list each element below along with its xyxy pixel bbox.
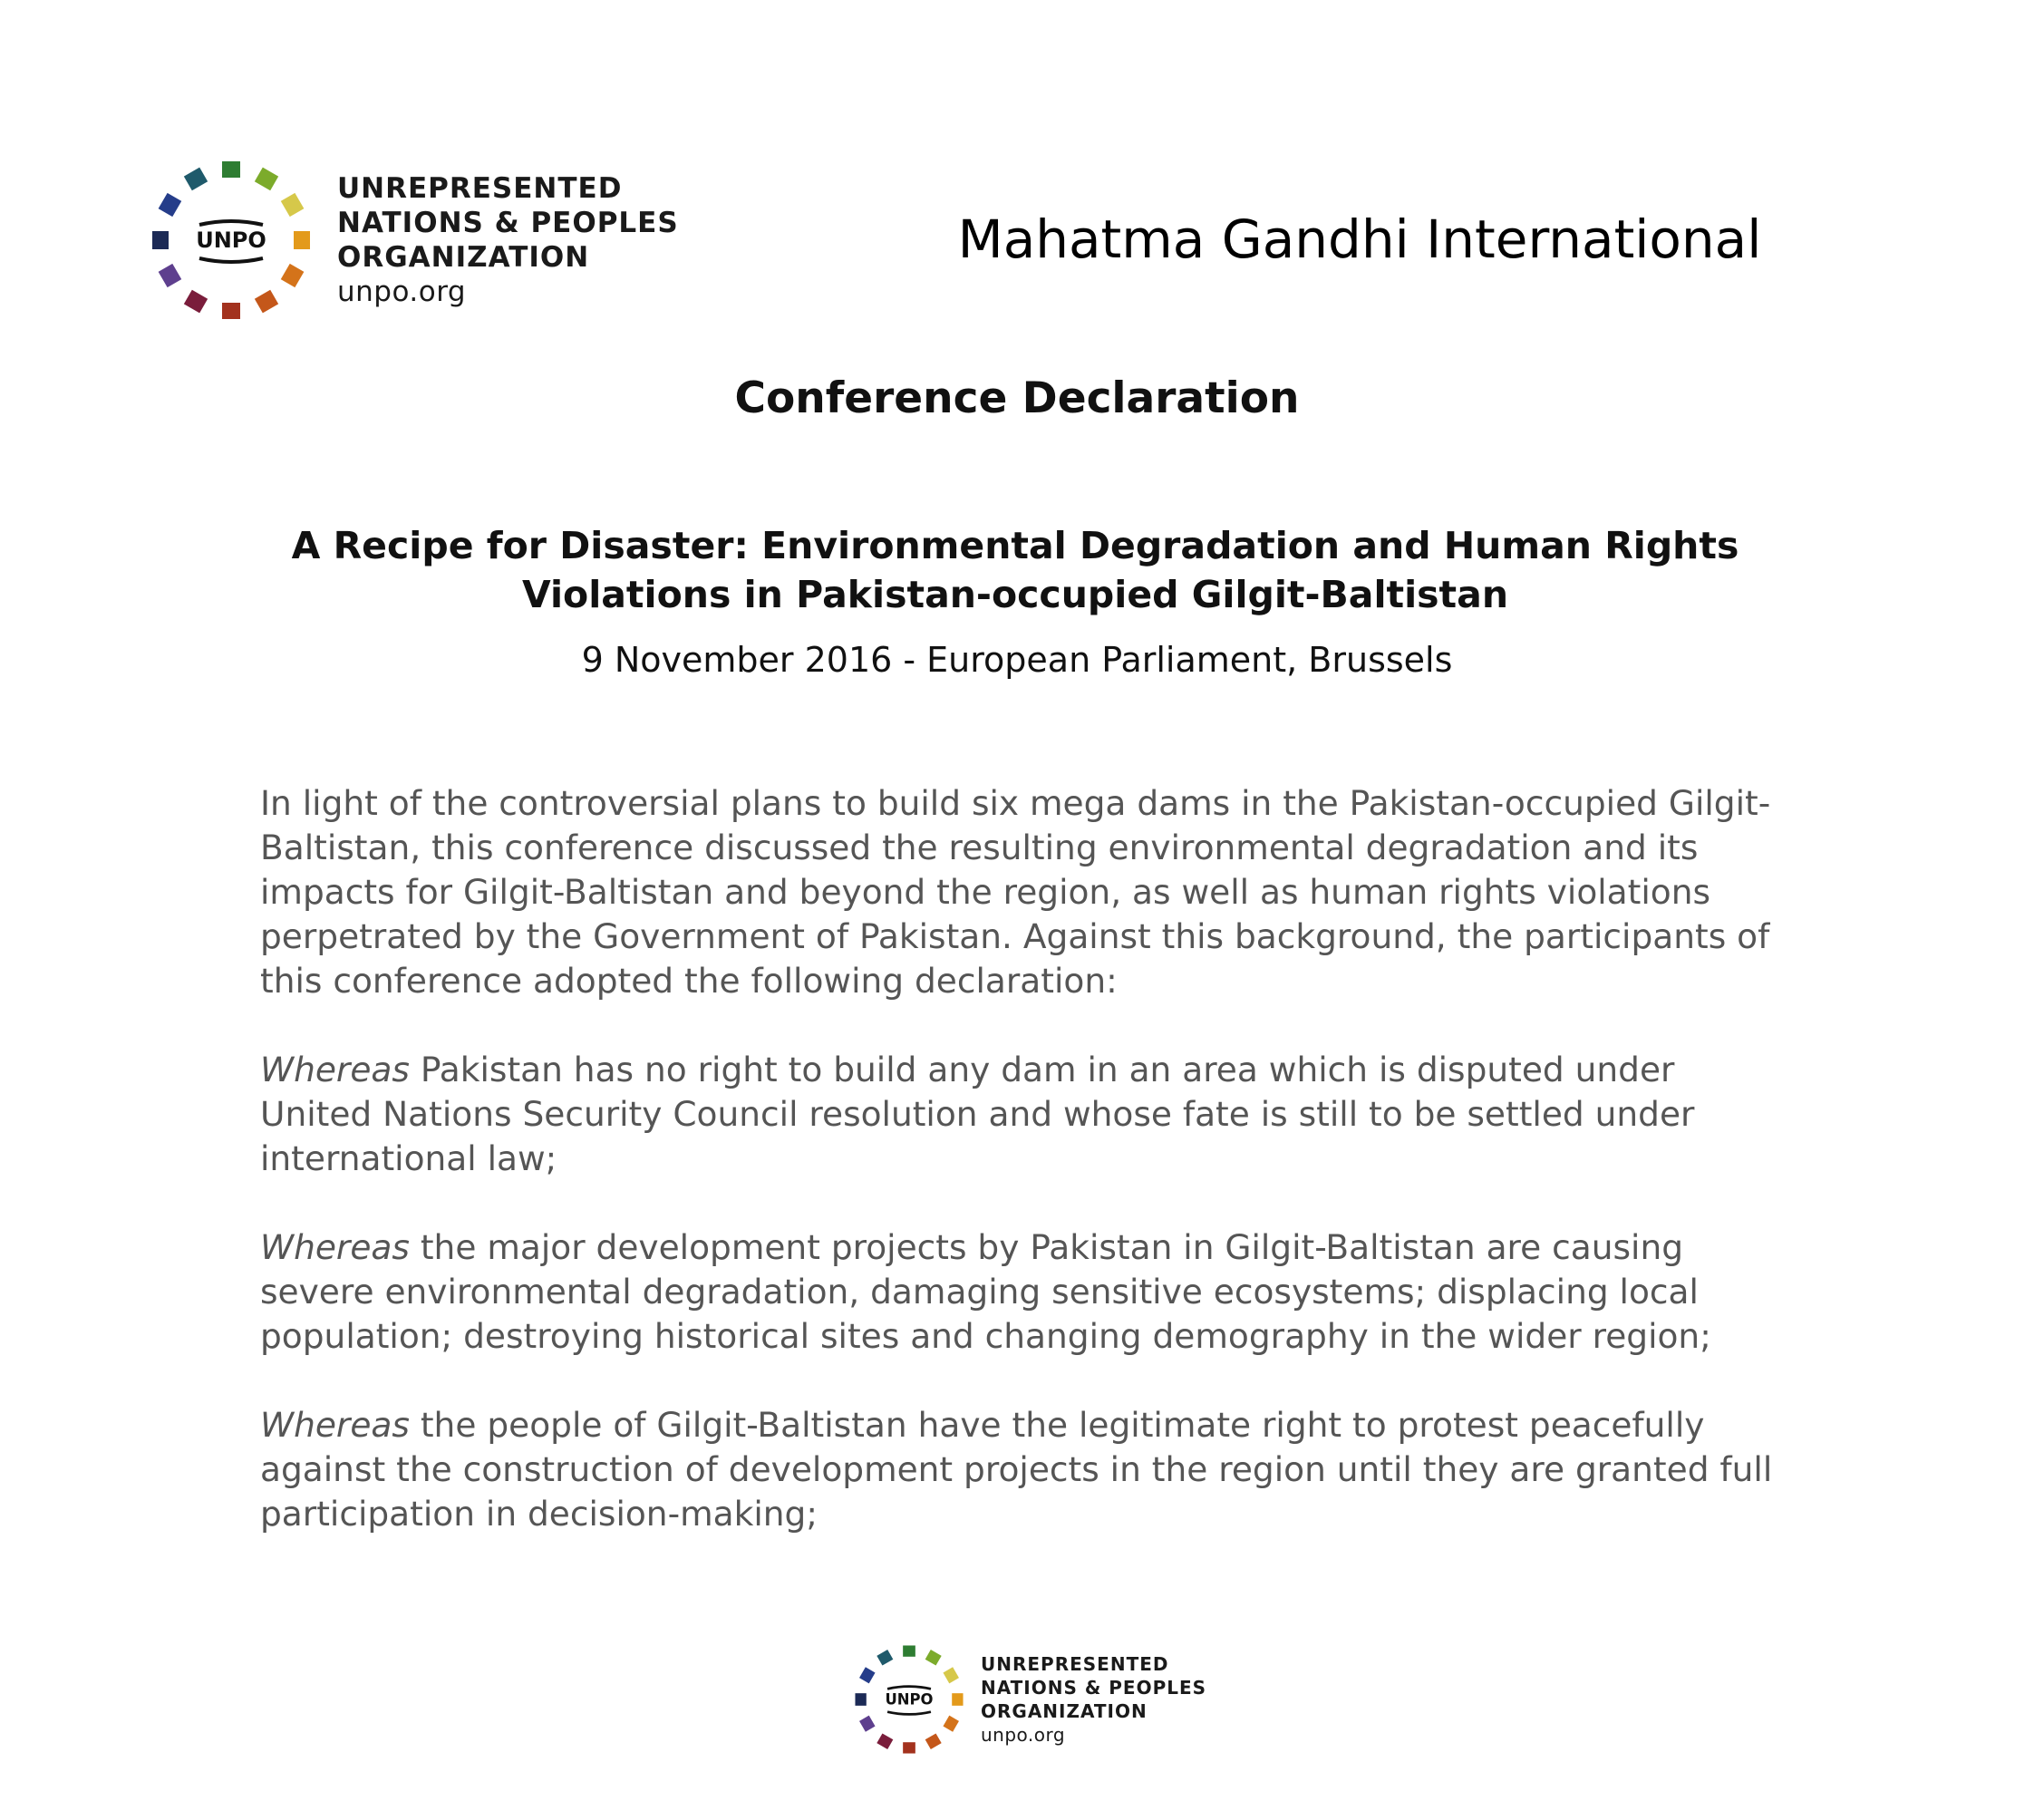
unpo-wordmark [337, 171, 679, 309]
clause-lead: Whereas [260, 1050, 410, 1089]
ring-segment [222, 303, 240, 319]
clause-paragraph [260, 1403, 1783, 1536]
ring-segment [859, 1716, 876, 1732]
ring-segment [855, 1693, 866, 1706]
conference-title-line1: A Recipe for Disaster: Environmental Degradation and Human Rights [291, 524, 1739, 567]
ring-segment [184, 168, 208, 191]
unpo-ring-label: UNPO [196, 228, 266, 253]
ring-segment [294, 231, 310, 249]
unpo-line1: UNREPRESENTED [337, 172, 623, 205]
conference-title [245, 521, 1786, 619]
clause-lead: Whereas [260, 1405, 410, 1445]
conference-date-location: 9 November 2016 - European Parliament, Brussels [581, 640, 1453, 680]
ring-segment [159, 193, 182, 217]
ring-segment [903, 1742, 915, 1753]
ring-segment [184, 290, 208, 314]
unpo-url: unpo.org [337, 276, 467, 308]
partner-name: Mahatma Gandhi International [957, 208, 1762, 270]
unpo-line3: ORGANIZATION [981, 1700, 1148, 1722]
unpo-ring-icon [145, 154, 317, 326]
unpo-url: unpo.org [981, 1724, 1066, 1746]
clause-text: the major development projects by Pakistan in Gilgit-Baltistan are causing severe environmental degradation, damaging sensitive ecosystems; displacing local population; destroying historical sites and changing demography in the wider region; [260, 1227, 1711, 1356]
ring-segment [281, 264, 305, 287]
clause-text: the people of Gilgit-Baltistan have the legitimate right to protest peacefully against the construction of development projects in the region until they are granted full participation in decision-making; [260, 1405, 1773, 1534]
ring-segment [925, 1650, 942, 1666]
ring-segment [281, 193, 305, 217]
unpo-wordmark [981, 1652, 1206, 1747]
unpo-line3: ORGANIZATION [337, 241, 590, 274]
ring-segment [943, 1716, 959, 1732]
unpo-logo-header [145, 154, 679, 326]
ring-segment [222, 161, 240, 178]
clause-paragraph [260, 1048, 1783, 1181]
ring-segment [952, 1693, 963, 1706]
declaration-body [260, 781, 1783, 1581]
ring-segment [877, 1733, 893, 1749]
ring-segment [925, 1733, 942, 1749]
unpo-line2: NATIONS & PEOPLES [337, 207, 679, 239]
unpo-line1: UNREPRESENTED [981, 1653, 1169, 1675]
conference-title-line2: Violations in Pakistan-occupied Gilgit-Baltistan [521, 573, 1509, 616]
ring-segment [859, 1667, 876, 1683]
ring-segment [877, 1650, 893, 1666]
unpo-line2: NATIONS & PEOPLES [981, 1677, 1207, 1699]
unpo-ring-icon [850, 1641, 968, 1758]
document-type: Conference Declaration [734, 373, 1300, 423]
ring-segment [943, 1667, 959, 1683]
ring-segment [255, 168, 278, 191]
intro-paragraph: In light of the controversial plans to build six mega dams in the Pakistan-occupied Gilgit-Baltistan, this conference discussed the resulting environmental degradation and its impacts for Gilgit-Baltistan and beyond the region, as well as human rights violations perpetrated by the Government of Pakistan. Against this background, the participants of this conference adopted the following declaration: [260, 783, 1771, 1001]
ring-segment [152, 231, 169, 249]
clause-text: Pakistan has no right to build any dam in an area which is disputed under United Nations Security Council resolution and whose fate is still to be settled under international law; [260, 1050, 1695, 1178]
ring-segment [159, 264, 182, 287]
unpo-logo-footer [850, 1641, 1206, 1758]
ring-segment [255, 290, 278, 314]
clause-paragraph [260, 1225, 1783, 1359]
clause-lead: Whereas [260, 1227, 410, 1267]
unpo-ring-label: UNPO [885, 1690, 934, 1709]
ring-segment [903, 1645, 915, 1656]
